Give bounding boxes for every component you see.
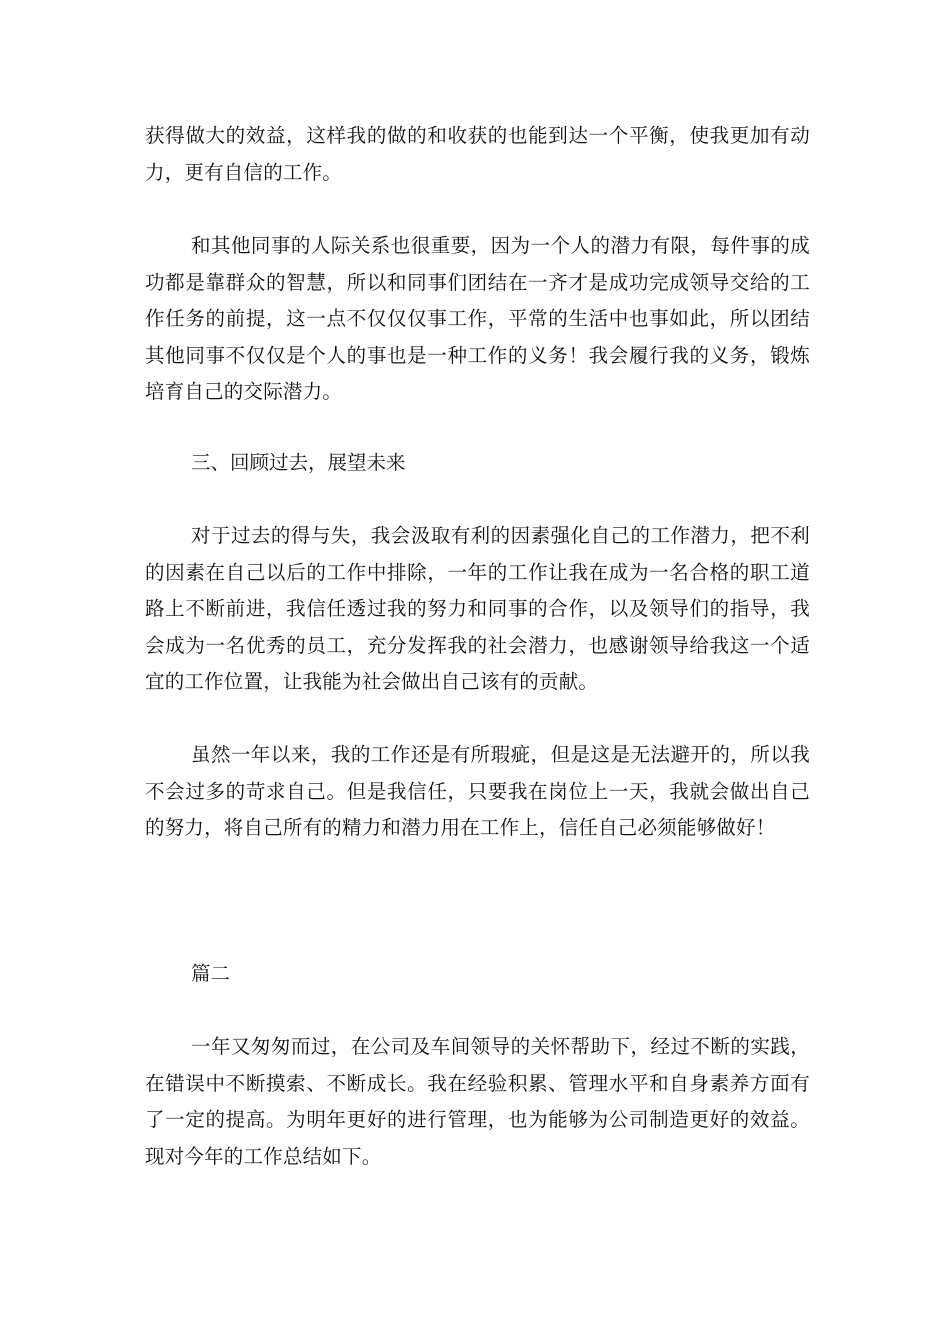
section-heading-review: 三、回顾过去，展望未来 <box>191 451 406 474</box>
paragraph-continuation: 获得做大的效益，这样我的做的和收获的也能到达一个平衡，使我更加有动力，更有自信的工作。 <box>145 124 810 184</box>
section-heading-part-two: 篇二 <box>191 962 231 985</box>
paragraph-imperfections: 虽然一年以来，我的工作还是有所瑕疵，但是这是无法避开的，所以我不会过多的苛求自己。但是我信任，只要我在岗位上一天，我就会做出自己的努力，将自己所有的精力和潜力用在工作上，信任自己必须能够做好！ <box>145 743 810 839</box>
paragraph-gains-losses: 对于过去的得与失，我会汲取有利的因素强化自己的工作潜力，把不利的因素在自己以后的工作中排除，一年的工作让我在成为一名合格的职工道路上不断前进，我信任透过我的努力和同事的合作，以及领导们的指导，我会成为一名优秀的员工，充分发挥我的社会潜力，也感谢领导给我这一个适宜的工作位置，让我能为社会做出自己该有的贡献。 <box>145 524 810 693</box>
paragraph-year-summary: 一年又匆匆而过，在公司及车间领导的关怀帮助下，经过不断的实践，在错误中不断摸索、不断成长。我在经验积累、管理水平和自身素养方面有了一定的提高。为明年更好的进行管理，也为能够为公司制造更好的效益。现对今年的工作总结如下。 <box>145 1035 810 1168</box>
paragraph-colleague-relations: 和其他同事的人际关系也很重要，因为一个人的潜力有限，每件事的成功都是靠群众的智慧，所以和同事们团结在一齐才是成功完成领导交给的工作任务的前提，这一点不仅仅仅事工作，平常的生活中也事如此，所以团结其他同事不仅仅是个人的事也是一种工作的义务！我会履行我的义务，锻炼培育自己的交际潜力。 <box>145 234 810 403</box>
